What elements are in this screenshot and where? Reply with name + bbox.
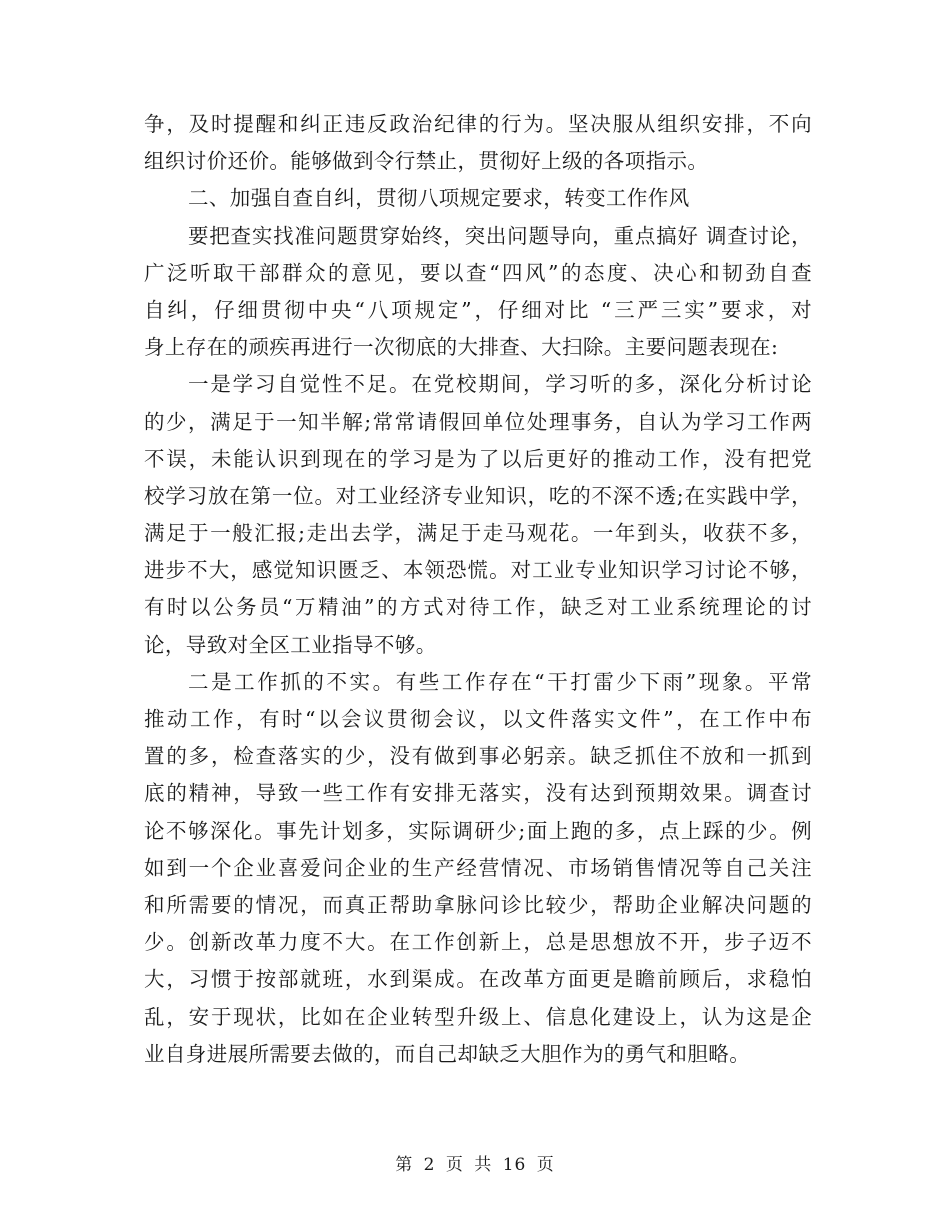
paragraph <box>144 664 812 1073</box>
paragraph <box>144 218 812 367</box>
paragraph-line: 自纠，仔细贯彻中央“八项规定”，仔细对比 “三严三实”要求，对 <box>144 297 812 322</box>
paragraph-line: 进步不大，感觉知识匮乏、本领恐慌。对工业专业知识学习讨论不够， <box>144 558 812 583</box>
paragraph <box>144 366 812 664</box>
paragraph-line: 广泛听取干部群众的意见，要以查“四风”的态度、决心和韧劲自查 <box>144 260 812 285</box>
paragraph-line: 少。创新改革力度不大。在工作创新上，总是思想放不开，步子迈不 <box>144 930 812 955</box>
paragraph-line: 和所需要的情况，而真正帮助拿脉问诊比较少，帮助企业解决问题的 <box>144 892 812 917</box>
paragraph-line: 一是学习自觉性不足。在党校期间，学习听的多，深化分析讨论 <box>188 372 812 397</box>
document-body <box>144 106 812 1073</box>
paragraph-line: 大，习惯于按部就班，水到渠成。在改革方面更是瞻前顾后，求稳怕 <box>144 967 812 992</box>
paragraph-line: 论不够深化。事先计划多，实际调研少;面上跑的多，点上踩的少。例 <box>144 818 812 843</box>
paragraph-line: 组织讨价还价。能够做到令行禁止，贯彻好上级的各项指示。 <box>144 149 709 174</box>
page-footer: 第 2 页 共 16 页 <box>395 1155 555 1175</box>
paragraph-line: 争，及时提醒和纠正违反政治纪律的行为。坚决服从组织安排，不向 <box>144 112 812 136</box>
paragraph <box>144 180 812 217</box>
paragraph-line: 校学习放在第一位。对工业经济专业知识，吃的不深不透;在实践中学， <box>144 483 812 508</box>
paragraph-line: 论，导致对全区工业指导不够。 <box>144 632 437 657</box>
paragraph-line: 二、加强自查自纠，贯彻八项规定要求，转变工作作风 <box>188 186 690 211</box>
paragraph-line: 有时以公务员“万精油”的方式对待工作，缺乏对工业系统理论的讨 <box>144 595 812 620</box>
paragraph-line: 的少，满足于一知半解;常常请假回单位处理事务，自认为学习工作两 <box>144 409 812 434</box>
paragraph-line: 推动工作，有时“以会议贯彻会议，以文件落实文件”，在工作中布 <box>144 707 812 731</box>
paragraph-line: 不误，未能认识到现在的学习是为了以后更好的推动工作，没有把党 <box>144 446 812 471</box>
paragraph-line: 二是工作抓的不实。有些工作存在“干打雷少下雨”现象。平常 <box>188 669 812 694</box>
paragraph-line: 如到一个企业喜爱问企业的生产经营情况、市场销售情况等自己关注 <box>144 855 812 880</box>
paragraph-line: 底的精神，导致一些工作有安排无落实，没有达到预期效果。调查讨 <box>144 781 812 806</box>
paragraph-line: 业自身进展所需要去做的，而自己却缺乏大胆作为的勇气和胆略。 <box>144 1041 751 1066</box>
paragraph-line: 满足于一般汇报;走出去学，满足于走马观花。一年到头，收获不多， <box>144 521 812 546</box>
paragraph-line: 乱，安于现状，比如在企业转型升级上、信息化建设上，认为这是企 <box>144 1004 812 1029</box>
paragraph-line: 身上存在的顽疾再进行一次彻底的大排查、大扫除。主要问题表现在: <box>144 335 779 360</box>
paragraph-line: 要把查实找准问题贯穿始终，突出问题导向，重点搞好 调查讨论， <box>188 223 812 248</box>
paragraph-line: 置的多，检查落实的少，没有做到事必躬亲。缺乏抓住不放和一抓到 <box>144 744 812 769</box>
paragraph <box>144 106 812 180</box>
